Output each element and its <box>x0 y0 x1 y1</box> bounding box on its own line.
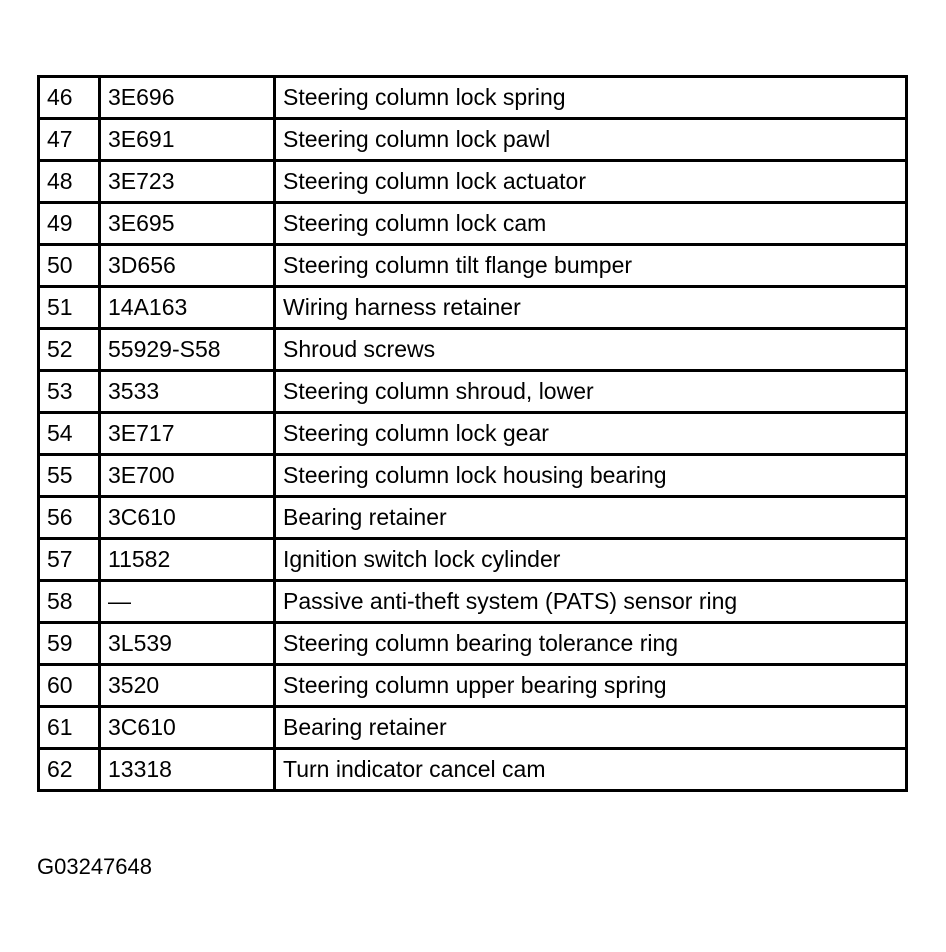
part-number-cell: — <box>100 581 275 623</box>
description-cell: Bearing retainer <box>275 707 907 749</box>
description-cell: Steering column lock gear <box>275 413 907 455</box>
item-number-cell: 59 <box>39 623 100 665</box>
part-number-cell: 13318 <box>100 749 275 791</box>
description-cell: Steering column lock spring <box>275 77 907 119</box>
item-number-cell: 46 <box>39 77 100 119</box>
item-number-cell: 60 <box>39 665 100 707</box>
table-row <box>39 455 907 497</box>
description-cell: Shroud screws <box>275 329 907 371</box>
description-cell: Ignition switch lock cylinder <box>275 539 907 581</box>
table-row <box>39 161 907 203</box>
description-cell: Steering column shroud, lower <box>275 371 907 413</box>
parts-table <box>37 75 908 792</box>
table-row <box>39 245 907 287</box>
part-number-cell: 3533 <box>100 371 275 413</box>
table-row <box>39 329 907 371</box>
table-row <box>39 749 907 791</box>
part-number-cell: 3E700 <box>100 455 275 497</box>
part-number-cell: 14A163 <box>100 287 275 329</box>
item-number-cell: 56 <box>39 497 100 539</box>
item-number-cell: 49 <box>39 203 100 245</box>
table-row <box>39 203 907 245</box>
description-cell: Steering column upper bearing spring <box>275 665 907 707</box>
item-number-cell: 58 <box>39 581 100 623</box>
part-number-cell: 3D656 <box>100 245 275 287</box>
item-number-cell: 50 <box>39 245 100 287</box>
table-row <box>39 707 907 749</box>
part-number-cell: 3E691 <box>100 119 275 161</box>
item-number-cell: 52 <box>39 329 100 371</box>
item-number-cell: 55 <box>39 455 100 497</box>
description-cell: Steering column lock housing bearing <box>275 455 907 497</box>
part-number-cell: 3520 <box>100 665 275 707</box>
item-number-cell: 57 <box>39 539 100 581</box>
table-row <box>39 287 907 329</box>
part-number-cell: 3L539 <box>100 623 275 665</box>
part-number-cell: 3E717 <box>100 413 275 455</box>
part-number-cell: 3C610 <box>100 707 275 749</box>
description-cell: Wiring harness retainer <box>275 287 907 329</box>
table-row <box>39 77 907 119</box>
item-number-cell: 53 <box>39 371 100 413</box>
description-cell: Steering column tilt flange bumper <box>275 245 907 287</box>
parts-table-body <box>39 77 907 791</box>
item-number-cell: 47 <box>39 119 100 161</box>
description-cell: Bearing retainer <box>275 497 907 539</box>
description-cell: Passive anti-theft system (PATS) sensor ring <box>275 581 907 623</box>
table-row <box>39 371 907 413</box>
item-number-cell: 54 <box>39 413 100 455</box>
description-cell: Steering column lock actuator <box>275 161 907 203</box>
table-row <box>39 623 907 665</box>
figure-code: G03247648 <box>37 854 152 879</box>
table-row <box>39 119 907 161</box>
table-row <box>39 581 907 623</box>
item-number-cell: 51 <box>39 287 100 329</box>
part-number-cell: 3C610 <box>100 497 275 539</box>
item-number-cell: 61 <box>39 707 100 749</box>
part-number-cell: 3E695 <box>100 203 275 245</box>
description-cell: Steering column lock pawl <box>275 119 907 161</box>
item-number-cell: 62 <box>39 749 100 791</box>
description-cell: Steering column bearing tolerance ring <box>275 623 907 665</box>
item-number-cell: 48 <box>39 161 100 203</box>
part-number-cell: 3E723 <box>100 161 275 203</box>
table-row <box>39 497 907 539</box>
description-cell: Turn indicator cancel cam <box>275 749 907 791</box>
table-row <box>39 665 907 707</box>
table-row <box>39 539 907 581</box>
part-number-cell: 3E696 <box>100 77 275 119</box>
table-row <box>39 413 907 455</box>
part-number-cell: 11582 <box>100 539 275 581</box>
part-number-cell: 55929-S58 <box>100 329 275 371</box>
description-cell: Steering column lock cam <box>275 203 907 245</box>
